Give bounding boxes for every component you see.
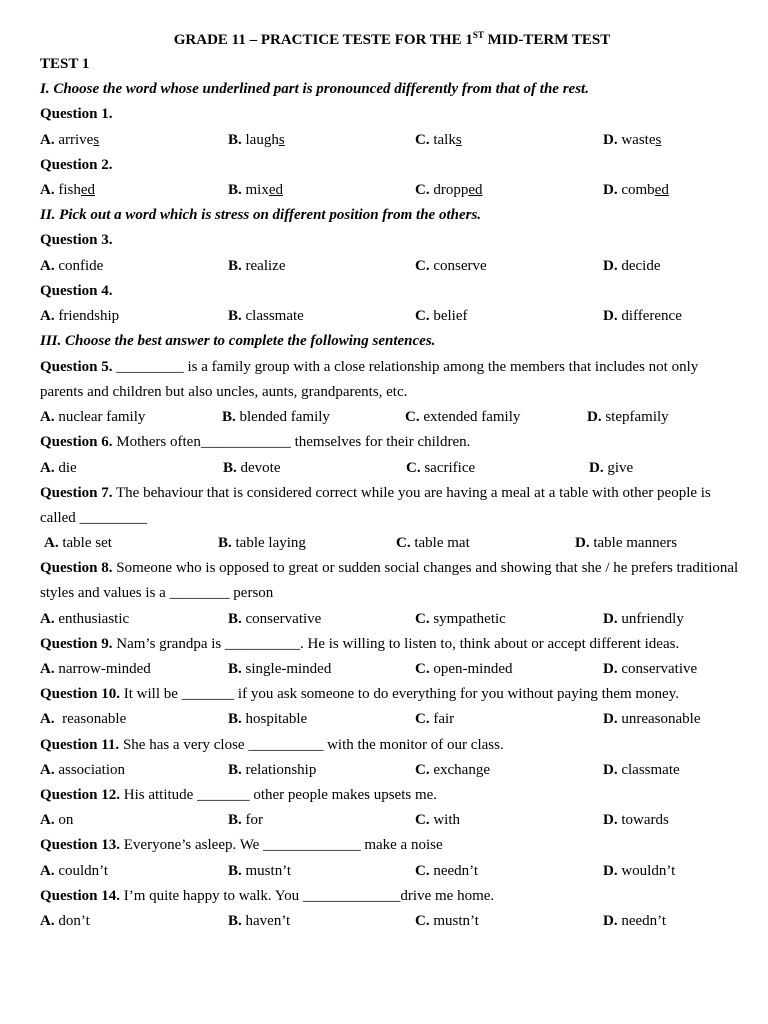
option-c: C. dropped	[415, 182, 483, 198]
option-d: D. difference	[603, 308, 682, 324]
option-b: B. mixed	[228, 182, 284, 198]
option-d: D. wastes	[603, 132, 662, 148]
question-6-options	[40, 460, 742, 480]
question-9-options	[40, 661, 742, 681]
option-b: B. hospitable	[228, 711, 308, 727]
question-4-options	[40, 308, 742, 328]
question-12-options	[40, 812, 742, 832]
option-a: A. reasonable	[40, 711, 127, 727]
question-14-options	[40, 913, 742, 933]
option-d: D. towards	[603, 812, 669, 828]
section-heading-3: III. Choose the best answer to complete the following sentences.	[40, 333, 436, 349]
option-a: A. nuclear family	[40, 409, 146, 425]
option-b: B. table laying	[218, 535, 306, 551]
option-d: D. classmate	[603, 762, 680, 778]
option-a: A. association	[40, 762, 125, 778]
option-d: D. wouldn’t	[603, 863, 676, 879]
option-b: B. classmate	[228, 308, 304, 324]
question-5-options	[40, 409, 742, 429]
option-c: C. table mat	[396, 535, 470, 551]
option-c: C. belief	[415, 308, 468, 324]
question-3-label: Question 3.	[40, 232, 113, 248]
question-8: Question 8. Someone who is opposed to great or sudden social changes and showing that she / he prefers traditional styles and values is a ________ person	[40, 560, 739, 601]
question-10: Question 10. It will be _______ if you ask someone to do everything for you without paying them money.	[40, 686, 679, 702]
option-c: C. mustn’t	[415, 913, 479, 929]
title-tail: MID-TERM TEST	[483, 32, 611, 48]
option-d: D. decide	[603, 258, 661, 274]
option-a: A. enthusiastic	[40, 611, 130, 627]
option-b: B. laughs	[228, 132, 285, 148]
option-c: C. with	[415, 812, 461, 828]
question-9: Question 9. Nam’s grandpa is __________. He is willing to listen to, think about or accept different ideas.	[40, 636, 680, 652]
option-a: A. arrives	[40, 132, 100, 148]
section-heading-1: I. Choose the word whose underlined part is pronounced differently from that of the rest.	[40, 81, 589, 97]
option-c: C. extended family	[405, 409, 521, 425]
test-label: TEST 1	[40, 56, 90, 72]
question-1-label: Question 1.	[40, 106, 113, 122]
option-d: D. table manners	[575, 535, 678, 551]
option-c: C. open-minded	[415, 661, 513, 677]
option-b: B. relationship	[228, 762, 317, 778]
title-superscript: ST	[472, 30, 484, 40]
question-13: Question 13. Everyone’s asleep. We _____________ make a noise	[40, 837, 443, 853]
question-10-options	[40, 711, 742, 731]
question-2-options	[40, 182, 742, 202]
option-c: C. sacrifice	[406, 460, 476, 476]
option-a: A. confide	[40, 258, 104, 274]
option-d: D. unfriendly	[603, 611, 684, 627]
question-8-options	[40, 611, 742, 631]
option-b: B. realize	[228, 258, 286, 274]
option-b: B. blended family	[222, 409, 330, 425]
option-d: D. give	[589, 460, 634, 476]
option-b: B. mustn’t	[228, 863, 292, 879]
option-c: C. fair	[415, 711, 455, 727]
page-title	[0, 30, 768, 49]
option-c: C. conserve	[415, 258, 487, 274]
option-d: D. unreasonable	[603, 711, 701, 727]
option-b: B. conservative	[228, 611, 322, 627]
section-heading-2: II. Pick out a word which is stress on different position from the others.	[40, 207, 482, 223]
option-c: C. exchange	[415, 762, 490, 778]
option-c: C. talks	[415, 132, 462, 148]
question-11-options	[40, 762, 742, 782]
question-1-options	[40, 132, 742, 152]
question-11: Question 11. She has a very close __________ with the monitor of our class.	[40, 737, 504, 753]
option-b: B. for	[228, 812, 264, 828]
question-2-label: Question 2.	[40, 157, 113, 173]
option-a: A. narrow-minded	[40, 661, 151, 677]
option-d: D. combed	[603, 182, 669, 198]
question-12: Question 12. His attitude _______ other people makes upsets me.	[40, 787, 438, 803]
option-a: A. table set	[44, 535, 112, 551]
option-a: A. fished	[40, 182, 96, 198]
question-14: Question 14. I’m quite happy to walk. You _____________drive me home.	[40, 888, 495, 904]
question-3-options	[40, 258, 742, 278]
title-text: GRADE 11 – PRACTICE TESTE FOR THE 1	[173, 32, 473, 48]
question-6: Question 6. Mothers often____________ themselves for their children.	[40, 434, 471, 450]
question-5: Question 5. _________ is a family group with a close relationship among the members that includes not only parents and children but also uncles, aunts, grandparents, etc.	[40, 359, 699, 400]
option-b: B. single-minded	[228, 661, 332, 677]
option-a: A. couldn’t	[40, 863, 109, 879]
question-13-options	[40, 863, 742, 883]
option-d: D. needn’t	[603, 913, 667, 929]
question-4-label: Question 4.	[40, 283, 113, 299]
option-c: C. sympathetic	[415, 611, 506, 627]
option-a: A. die	[40, 460, 77, 476]
option-c: C. needn’t	[415, 863, 479, 879]
option-a: A. on	[40, 812, 74, 828]
option-b: B. haven’t	[228, 913, 291, 929]
question-7: Question 7. The behaviour that is considered correct while you are having a meal at a table with other people is called _________	[40, 485, 711, 526]
option-a: A. friendship	[40, 308, 120, 324]
question-7-options	[40, 535, 742, 555]
option-a: A. don’t	[40, 913, 90, 929]
option-d: D. conservative	[603, 661, 698, 677]
option-d: D. stepfamily	[587, 409, 669, 425]
option-b: B. devote	[223, 460, 281, 476]
